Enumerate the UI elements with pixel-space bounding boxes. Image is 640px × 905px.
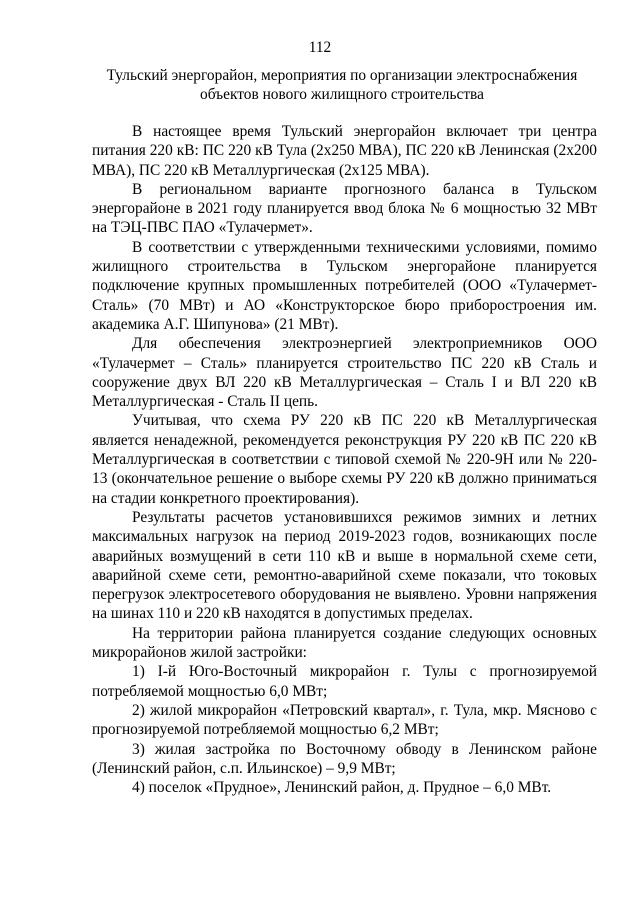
paragraph-power-centers: В настоящее время Тульский энергорайон включает три центра питания 220 кВ: ПС 220 кВ Тула (2х250 МВА), ПС 220 кВ Ленинская (2х200 МВА), ПС 220 кВ Металлургическая (2х125 МВА). — [92, 123, 597, 179]
paragraph-districts-intro: На территории района планируется создание следующих основных микрорайонов жилой застройки: — [92, 624, 597, 662]
list-item-district-3: 3) жилая застройка по Восточному обводу в Ленинском районе (Ленинский район, с.п. Ильинское) – 9,9 МВт; — [92, 740, 597, 777]
section-title: Тульский энергорайон, мероприятия по организации электроснабжения объектов нового жилищного строительства — [106, 67, 578, 104]
paragraph-reconstruction: Учитывая, что схема РУ 220 кВ ПС 220 кВ Металлургическая является ненадежной, рекомендуется реконструкция РУ 220 кВ ПС 220 кВ Металлургическая в соответствии с типовой схемой № 220-9Н или № 220-13 (окончательное решение о выборе схемы РУ 220 кВ должно приниматься на стадии конкретного проектирования). — [92, 412, 597, 507]
paragraph-regional-balance: В региональном варианте прогнозного баланса в Тульском энергорайоне в 2021 году планируется ввод блока № 6 мощностью 32 МВт на ТЭЦ-ПВС ПАО «Тулачермет». — [92, 180, 597, 237]
paragraph-industrial-consumers: В соответствии с утвержденными техническими условиями, помимо жилищного строительства в Тульском энергорайоне планируется подключение крупных промышленных потребителей (ООО «Тулачермет-Сталь» (70 МВт) и АО «Конструкторское бюро приборостроения им. академика А.Г. Шипунова» (21 МВт). — [92, 238, 597, 333]
paragraph-stal-substation: Для обеспечения электроэнергией электроприемников ООО «Тулачермет – Сталь» планируется строительство ПС 220 кВ Сталь и сооружение двух ВЛ 220 кВ Металлургическая – Сталь I и ВЛ 220 кВ Металлургическая - Сталь II цепь. — [92, 335, 597, 411]
list-item-district-2: 2) жилой микрорайон «Петровский квартал», г. Тула, мкр. Мясново с прогнозируемой потребляемой мощностью 6,2 МВт; — [92, 701, 597, 739]
list-item-district-1: 1) I-й Юго-Восточный микрорайон г. Тулы с прогнозируемой потребляемой мощностью 6,0 МВт; — [92, 663, 597, 700]
page-number: 112 — [308, 39, 332, 56]
paragraph-calculation-results: Результаты расчетов установившихся режимов зимних и летних максимальных нагрузок на период 2019-2023 годов, возникающих после аварийных возмущений в сети 110 кВ и выше в нормальной схеме сети, аварийной схеме сети, ремонтно-аварийной схеме показали, что токовых перегрузок электросетевого оборудования не выявлено. Уровни напряжения на шинах 110 и 220 кВ находятся в допустимых пределах. — [92, 508, 597, 623]
list-item-district-4: 4) поселок «Прудное», Ленинский район, д. Прудное – 6,0 МВт. — [132, 779, 552, 797]
document-body — [92, 122, 597, 797]
